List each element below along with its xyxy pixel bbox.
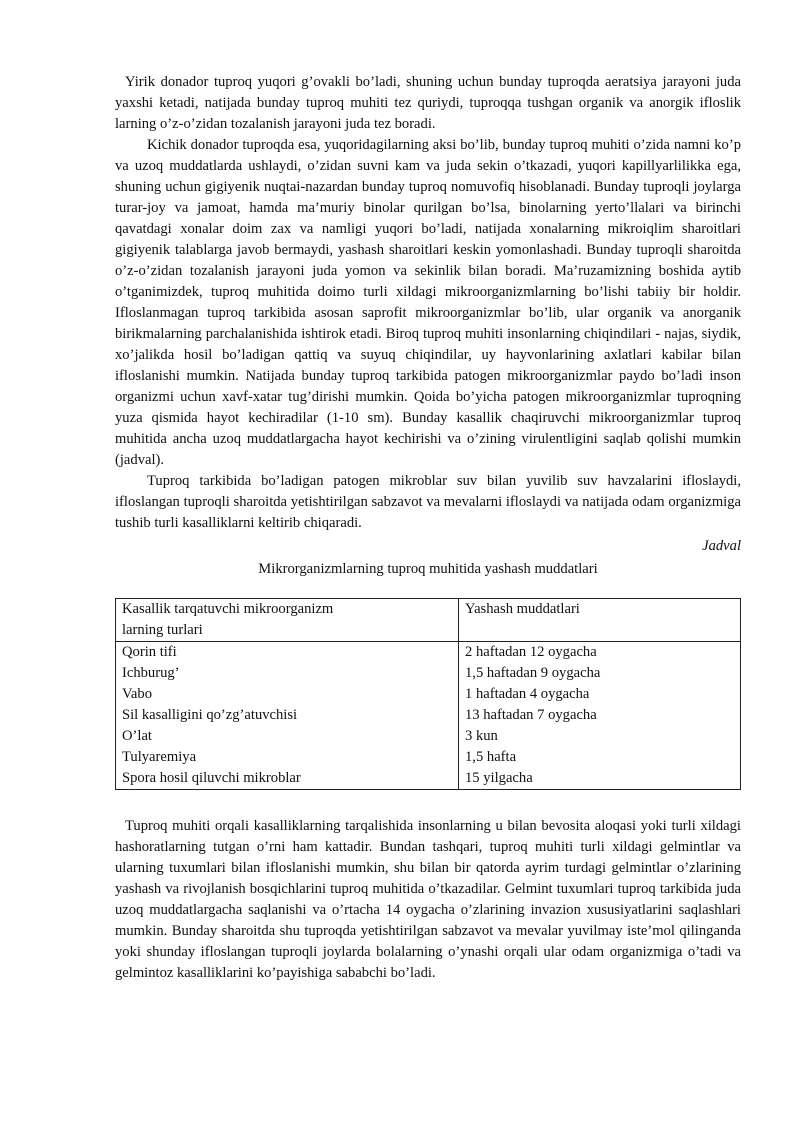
table-cell-organism: Tulyaremiya (122, 749, 197, 765)
table-cell-organism: O’lat (122, 728, 152, 744)
table-body-row (116, 642, 741, 790)
table-cell-organism: Qorin tifi (122, 644, 177, 660)
paragraph-1: Yirik donador tuproq yuqori g’ovakli bo’ladi, shuning uchun bunday tuproqda aeratsiya jarayoni juda yaxshi ketadi, natijada bunday tuproq muhiti tez quriydi, tuproqqa tushgan organik va anorgik ifloslik larning o’z-o’zidan tozalanish jarayoni juda tez boradi. (115, 74, 741, 132)
table-title: Mikrorganizmlarning tuproq muhitida yashash muddatlari (258, 561, 598, 577)
table-header-cell-duration: Yashash muddatlari (459, 599, 741, 642)
document-page (115, 72, 741, 984)
paragraph-4: Tuproq muhiti orqali kasalliklarning tarqalishida insonlarning u bilan bevosita aloqasi yoki turli xildagi hashoratlarning tutgan o’rni ham kattadir. Bundan tashqari, tuproq muhiti turli xildagi gelmintlar va ularning tuxumlari bilan ifloslanishi mumkin, shu bilan bir qatorda ayrim turdagi gelmintlar o’zlarining yashash va rivojlanish bosqichlarini tuproq muhitida o’tkazadilar. Gelmint tuxumlari tuproq tarkibida juda uzoq muddatlargacha saqlanishi va o’rtacha 14 oygacha o’zlarining invazion xususiyatlarini saqlashlari mumkin. Bunday sharoitda shu tuproqda yetishtirilgan sabzavot va mevalar yuvilmay iste’mol qilinganda yoki shunday ifloslangan tuproqli joylarda bolalarning o’ynashi orqali ular odam organizmiga o’tadi va gelmintoz kasalliklarini ko’payishiga sababchi bo’ladi. (115, 818, 741, 981)
table-cell-duration: 3 kun (465, 728, 498, 744)
table-label: Jadval (702, 538, 741, 554)
table-cell-organism: Sil kasalligini qo’zg’atuvchisi (122, 707, 298, 723)
paragraph-2: Kichik donador tuproqda esa, yuqoridagilarning aksi bo’lib, bunday tuproq muhiti o’zida namni ko’p va uzoq muddatlarda ushlaydi, o’zidan suvni kam va juda sekin o’tkazadi, yuqori kapillyarlilikka ega, shuning uchun gigiyenik nuqtai-nazardan bunday tuproq nomuvofiq hisoblanadi. Bunday tuproqli joylarga turar-joy va jamoat, hamda ma’muriy binolar qurilgan bo’lsa, binolarning yerto’llalari va birinchi qavatdagi xonalar doim zax va namligi yuqori bo’ladi, natijada xonalarning mikroiqlim sharoitlari gigiyenik talablarga javob bermaydi, yashash sharoitlari keskin yomonlashadi. Bunday tuproqli sharoitda o’z-o’zidan tozalanish jarayoni juda yomon va sekinlik bilan boradi. Ma’ruzamizning boshida aytib o’tganimizdek, tuproq muhitida doimo turli xildagi mikroorganizmlarning bo’lishi tabiiy bir holdir. Ifloslanmagan tuproq tarkibida asosan saprofit mikroorganizmlar bo’lib, ular organik va anorganik birikmalarning parchalanishida ishtirok etadi. Biroq tuproq muhiti insonlarning chiqindilari - najas, siydik, xo’jalikda hosil bo’ladigan qattiq va suyuq chiqindilar, uy hayvonlarining axlatlari kabilar bilan ifloslanishi mumkin. Natijada bunday tuproq tarkibida patogen mikroorganizmlar paydo bo’ladi inson organizmi uchun xavf-xatar tug’dirishi mumkin. Qoida bo’yicha patogen mikroorganizmlar tuproqning yuza qismida hayot kechiradilar (1-10 sm). Bunday kasallik chaqiruvchi mikroorganizmlar tuproq muhitida ancha uzoq muddatlargacha hayot kechirishi va o’zining virulentligini saqlab qolishi mumkin (jadval). (115, 137, 741, 468)
table-cell-organism: Ichburug’ (122, 665, 180, 681)
table-cell-duration: 1,5 hafta (465, 749, 517, 765)
table-header-cell-organism: Kasallik tarqatuvchi mikroorganizm larning turlari (116, 599, 459, 642)
paragraph-3: Tuproq tarkibida bo’ladigan patogen mikroblar suv bilan yuvilib suv havzalarini ifloslaydi, ifloslangan tuproqli sharoitda yetishtirilgan sabzavot va mevalarni ifloslaydi va natijada odam organizmiga tushib turli kasalliklarni keltirib chiqaradi. (115, 473, 741, 531)
table-cell-duration: 15 yilgacha (465, 770, 533, 786)
table-cell-organism: Spora hosil qiluvchi mikroblar (122, 770, 301, 786)
duration-column (459, 642, 741, 790)
table-header-row (116, 599, 741, 642)
table-cell-duration: 1,5 haftadan 9 oygacha (465, 665, 601, 681)
table-cell-duration: 1 haftadan 4 oygacha (465, 686, 590, 702)
table-cell-duration: 13 haftadan 7 oygacha (465, 707, 597, 723)
organism-column (116, 642, 459, 790)
table-cell-organism: Vabo (122, 686, 152, 702)
table-cell-duration: 2 haftadan 12 oygacha (465, 644, 597, 660)
survival-table (115, 598, 741, 790)
